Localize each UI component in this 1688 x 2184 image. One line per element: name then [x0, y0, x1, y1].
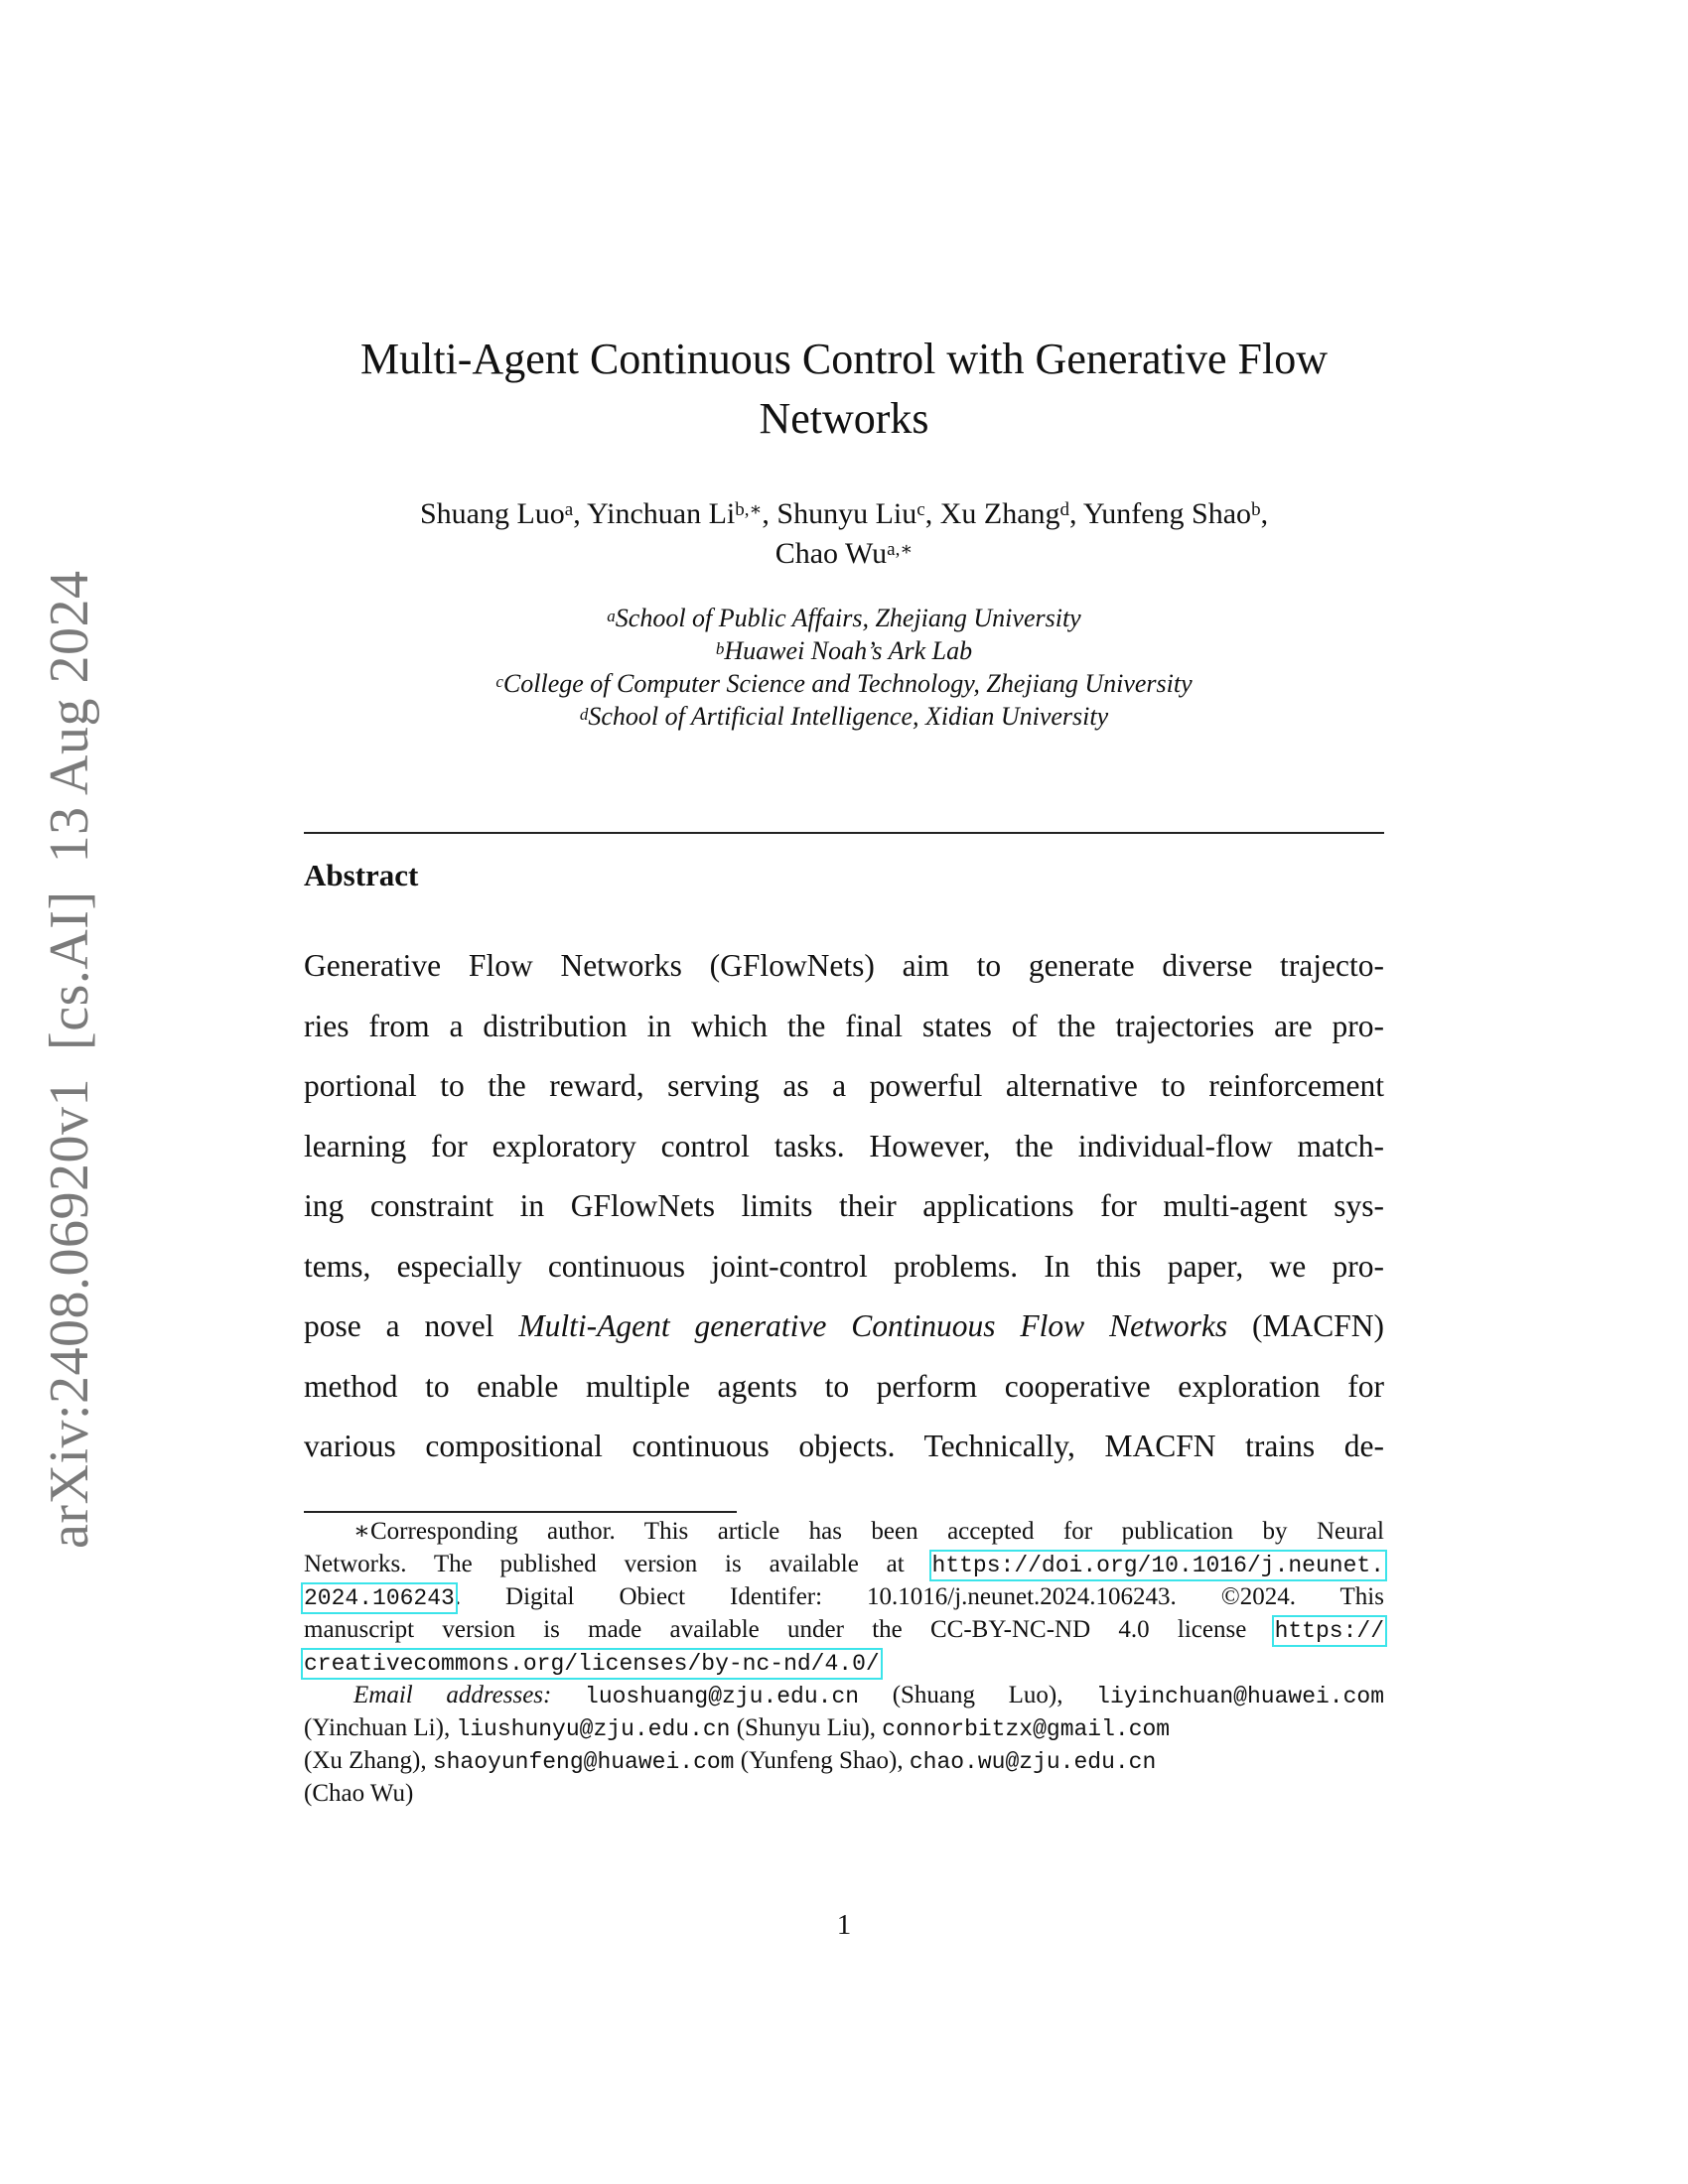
- abstract-line: portional to the reward, serving as a powerful alternative to reinforcement: [304, 1068, 1384, 1103]
- footnote-line: ∗Corresponding author. This article has been accepted for publication by Neural: [353, 1518, 1384, 1545]
- abstract-line: ries from a distribution in which the final states of the trajectories are pro-: [304, 1008, 1384, 1043]
- abstract-line: learning for exploratory control tasks. However, the individual-flow match-: [304, 1128, 1384, 1163]
- affiliation: $^b$Huawei Noah’s Ark Lab: [715, 636, 973, 665]
- footnote-line: Networks. The published version is available at https://doi.org/10.1016/j.neunet.: [304, 1551, 1384, 1578]
- affiliations: [298, 602, 1390, 733]
- author-list: [298, 494, 1390, 574]
- arxiv-date: 13 Aug 2024: [39, 570, 100, 864]
- email-address: chao.wu@zju.edu.cn: [909, 1749, 1157, 1775]
- footnote: [304, 1515, 1384, 1810]
- email-address: liushunyu@zju.edu.cn: [456, 1716, 731, 1742]
- footnote-line: 2024.106243. Digital Obiect Identifer: 10.1016/j.neunet.2024.106243. ©2024. This: [304, 1583, 1384, 1611]
- title-line-2: Networks: [759, 394, 929, 443]
- footnote-line: [304, 1646, 1384, 1679]
- email-line: (Chao Wu): [304, 1780, 414, 1807]
- author: Yunfeng Shao$^b$,: [1082, 497, 1269, 530]
- footnote-line: manuscript version is made available under the CC-BY-NC-ND 4.0 license https://: [304, 1616, 1384, 1644]
- arxiv-id: arXiv:2408.06920v1: [39, 1077, 100, 1549]
- email-address: liyinchuan@huawei.com: [1096, 1684, 1385, 1709]
- abstract-divider: [304, 832, 1384, 834]
- affiliation: $^a$School of Public Affairs, Zhejiang University: [607, 604, 1081, 632]
- arxiv-stamp: [38, 543, 101, 1549]
- affiliation: $^c$College of Computer Science and Technology, Zhejiang University: [495, 669, 1193, 698]
- abstract-line: ing constraint in GFlowNets limits their applications for multi-agent sys-: [304, 1188, 1384, 1223]
- email-line: Email addresses: luoshuang@zju.edu.cn (Shuang Luo), liyinchuan@huawei.com: [353, 1682, 1385, 1709]
- title-line-1: Multi-Agent Continuous Control with Generative Flow: [359, 335, 1329, 383]
- abstract-line: various compositional continuous objects. Technically, MACFN trains de-: [304, 1429, 1384, 1463]
- abstract-heading: Abstract: [304, 858, 419, 892]
- affiliation: $^d$School of Artificial Intelligence, Xidian University: [579, 702, 1109, 731]
- doi-link[interactable]: https://doi.org/10.1016/j.neunet.: [931, 1553, 1384, 1578]
- abstract-line: tems, especially continuous joint-control problems. In this paper, we pro-: [304, 1248, 1384, 1284]
- page-number: 1: [836, 1909, 852, 1941]
- doi-link-continued[interactable]: 2024.106243: [304, 1585, 455, 1611]
- arxiv-category: [cs.AI]: [39, 890, 100, 1050]
- author: Yinchuan $Li^{b,∗}$,: [587, 497, 777, 530]
- author: Shuang Luo$^a$,: [419, 497, 588, 530]
- email-address: shaoyunfeng@huawei.com: [432, 1749, 735, 1775]
- author: Xu Zhang$^d$,: [939, 497, 1083, 530]
- method-name: Multi-Agent generative Continuous Flow Networks: [518, 1308, 1228, 1343]
- author: Shunyu Liu$^c$,: [776, 497, 940, 530]
- email-line: (Yinchuan Li), liushunyu@zju.edu.cn (Shunyu Liu), connorbitzx@gmail.com: [304, 1714, 1171, 1742]
- abstract-line: pose a novel Multi-Agent generative Continuous Flow Networks (MACFN): [304, 1308, 1384, 1343]
- abstract-line: Generative Flow Networks (GFlowNets) aim to generate diverse trajecto-: [304, 948, 1384, 983]
- paper-title: [298, 330, 1390, 449]
- author: Chao $Wu^{a,∗}$: [774, 537, 914, 570]
- email-address: connorbitzx@gmail.com: [882, 1716, 1171, 1742]
- email-address: luoshuang@zju.edu.cn: [585, 1684, 860, 1709]
- footnote-divider: [304, 1511, 737, 1513]
- license-link-continued[interactable]: creativecommons.org/licenses/by-nc-nd/4.0/: [304, 1651, 880, 1677]
- abstract-body: [304, 936, 1384, 1477]
- license-link[interactable]: https://: [1274, 1618, 1384, 1644]
- abstract-line: method to enable multiple agents to perform cooperative exploration for: [304, 1368, 1384, 1404]
- email-line: (Xu Zhang), shaoyunfeng@huawei.com (Yunfeng Shao), chao.wu@zju.edu.cn: [304, 1747, 1157, 1775]
